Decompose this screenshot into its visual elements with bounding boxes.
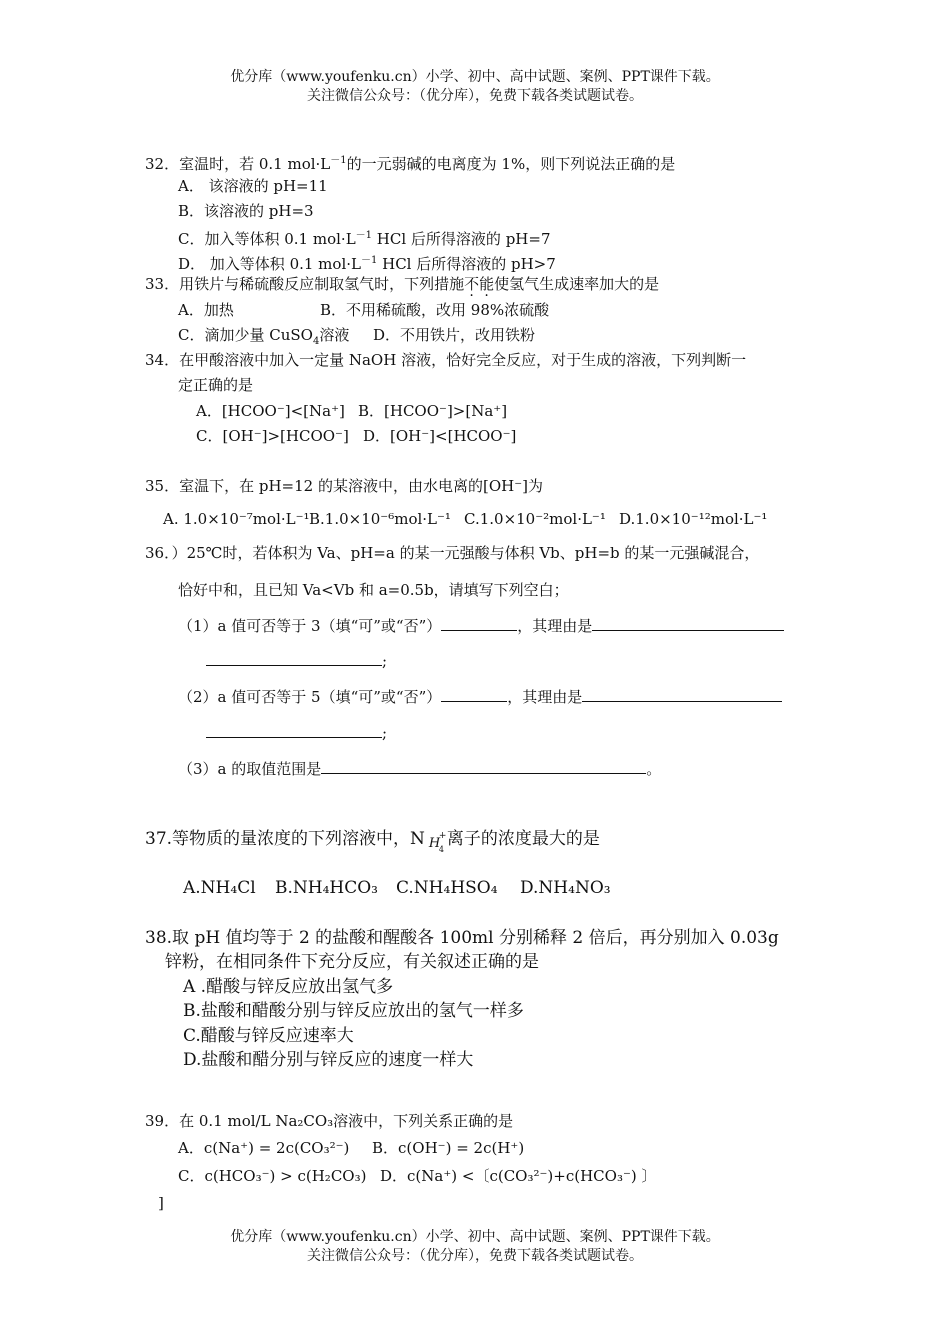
header-line-2: 关注微信公众号：（优分库），免费下载各类试题试卷。	[307, 88, 643, 104]
q36-stem-line-2: 恰好中和，且已知 Va<Vb 和 a=0.5b，请填写下列空白；	[178, 581, 569, 599]
q37-option-d: D.NH₄NO₃	[520, 878, 611, 898]
q36-p3-answer-blank[interactable]	[321, 759, 646, 774]
stray-bracket: ]	[158, 1194, 164, 1212]
q36-p1-reason-blank-cont[interactable]	[206, 651, 382, 666]
q35-stem: 35．室温下，在 pH=12 的某溶液中，由水电离的[OH⁻]为	[145, 477, 543, 495]
q33-option-a: A．加热	[178, 301, 234, 319]
nh4-ion-symbol: H + 4	[428, 831, 447, 854]
q36-stem-line-1: 36．）25℃时，若体积为 Va、pH=a 的某一元强酸与体积 Vb、pH=b 的某一元强碱混合，	[145, 544, 760, 562]
q35-option-b: B.1.0×10⁻⁶mol·L⁻¹	[309, 510, 451, 528]
q34-stem-line-2: 定正确的是	[178, 376, 254, 394]
q39-option-d: D．c(Na⁺) <〔c(CO₃²⁻)+c(HCO₃⁻) 〕	[380, 1167, 657, 1185]
footer-line-2: 关注微信公众号：（优分库），免费下载各类试题试卷。	[307, 1248, 643, 1264]
q36-part-1-cont: ;	[206, 651, 387, 671]
q35-option-a: A. 1.0×10⁻⁷mol·L⁻¹	[163, 510, 310, 528]
q36-part-2-cont: ;	[206, 723, 387, 743]
q36-part-1: （1）a 值可否等于 3（填“可”或“否”） ，其理由是	[178, 616, 784, 636]
q39-option-a: A．c(Na⁺) = 2c(CO₃²⁻)	[178, 1139, 350, 1157]
q32-option-d: D． 加入等体积 0.1 $mol\cdot L^{-1}$ HCl 后所得溶液的 pH>7	[178, 255, 556, 273]
q36-part-3: （3）a 的取值范围是 。	[178, 760, 662, 778]
q33-option-d: D．不用铁片，改用铁粉	[373, 326, 536, 344]
q32-option-b: B．该溶液的 pH=3	[178, 202, 314, 220]
q32-option-a: A． 该溶液的 pH=11	[178, 177, 328, 195]
footer-line-1: 优分库（www.youfenku.cn）小学、初中、高中试题、案例、PPT课件下载。	[230, 1229, 720, 1245]
q38-stem-line-1: 38.取 pH 值均等于 2 的盐酸和醒酸各 100ml 分别稀释 2 倍后，再分别加入 0.03g	[145, 928, 779, 948]
q36-p2-reason-blank-cont[interactable]	[206, 723, 382, 738]
q37-option-c: C.NH₄HSO₄	[396, 878, 498, 898]
q34-option-b: B．[HCOO⁻]>[Na⁺]	[358, 402, 508, 420]
q35-option-c: C.1.0×10⁻²mol·L⁻¹	[464, 510, 606, 528]
q35-option-d: D.1.0×10⁻¹²mol·L⁻¹	[619, 510, 768, 528]
q38-option-a: A .醋酸与锌反应放出氢气多	[183, 977, 394, 997]
q32-option-c: C．加入等体积 0.1 $mol\cdot L^{-1}$ HCl 后所得溶液的 pH=7	[178, 230, 551, 248]
q38-option-c: C.醋酸与锌反应速率大	[183, 1026, 354, 1046]
q37-stem: 37.等物质的量浓度的下列溶液中，N H + 4 离子的浓度最大的是	[145, 826, 600, 851]
q36-p1-reason-blank[interactable]	[592, 616, 784, 631]
q39-option-b: B．c(OH⁻) = 2c(H⁺)	[372, 1139, 525, 1157]
q34-stem-line-1: 34．在甲酸溶液中加入一定量 NaOH 溶液，恰好完全反应，对于生成的溶液，下列判断一	[145, 351, 747, 369]
q34-option-c: C．[OH⁻]>[HCOO⁻]	[196, 427, 349, 445]
q36-part-2: （2）a 值可否等于 5（填“可”或“否”） ，其理由是	[178, 687, 782, 707]
q34-option-a: A．[HCOO⁻]<[Na⁺]	[196, 402, 345, 420]
q33-option-c: C．滴加少量 CuSO$_4$溶液	[178, 326, 350, 347]
q37-option-b: B.NH₄HCO₃	[275, 878, 378, 898]
q39-option-c: C．c(HCO₃⁻) > c(H₂CO₃)	[178, 1167, 367, 1185]
q38-option-b: B.盐酸和醋酸分别与锌反应放出的氢气一样多	[183, 1001, 524, 1021]
q36-p2-answer-blank[interactable]	[441, 687, 507, 702]
q38-stem-line-2: 锌粉，在相同条件下充分反应，有关叙述正确的是	[165, 952, 539, 972]
q33-stem: 33．用铁片与稀硫酸反应制取氢气时，下列措施不能使氢气生成速率加大的是	[145, 275, 660, 293]
q38-option-d: D.盐酸和醋分别与锌反应的速度一样大	[183, 1050, 474, 1070]
q37-option-a: A.NH₄Cl	[183, 878, 256, 898]
q32-stem: 32．室温时，若 0.1 $mol\cdot L^{-1}$的一元弱碱的电离度为 1%，则下列说法正确的是	[145, 155, 676, 173]
q36-p2-reason-blank[interactable]	[582, 687, 782, 702]
q33-option-b: B．不用稀硫酸，改用 98%浓硫酸	[320, 301, 550, 319]
header-line-1: 优分库（www.youfenku.cn）小学、初中、高中试题、案例、PPT课件下载。	[230, 69, 720, 85]
q39-stem: 39．在 0.1 mol/L Na₂CO₃溶液中，下列关系正确的是	[145, 1112, 514, 1130]
q36-p1-answer-blank[interactable]	[441, 616, 517, 631]
q34-option-d: D．[OH⁻]<[HCOO⁻]	[363, 427, 517, 445]
